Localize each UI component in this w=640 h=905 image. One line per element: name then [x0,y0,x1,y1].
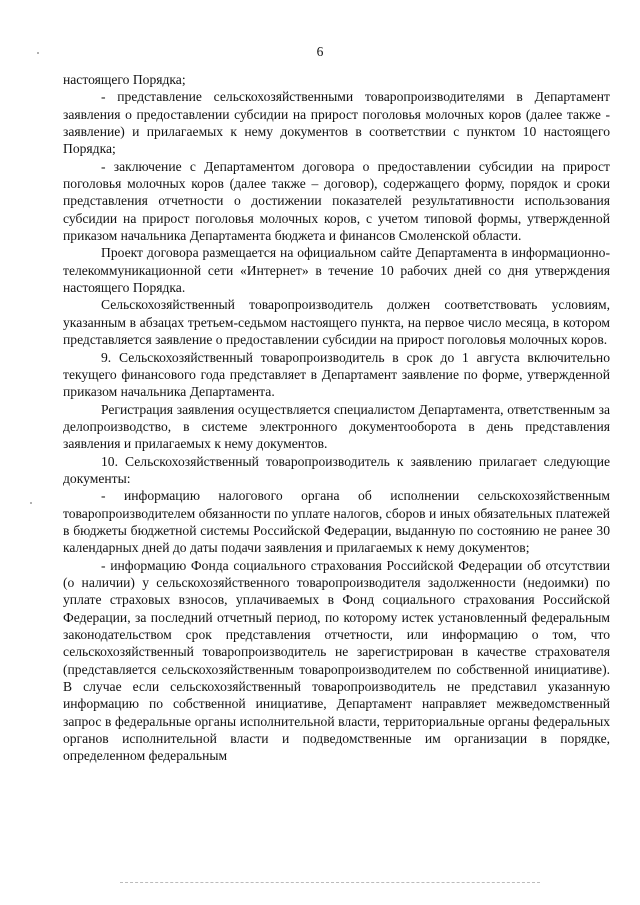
paragraph: - заключение с Департаментом договора о предоставлении субсидии на прирост поголовья молочных коров (далее также – договор), содержащего форму, порядок и сроки представления отчетности о достижении показателей результативности использования субсидии на прирост поголовья молочных коров, с учетом типовой формы, утвержденной приказом начальника Департамента бюджета и финансов Смоленской области. [63,158,610,244]
page-number: 6 [316,44,324,59]
paragraph: Проект договора размещается на официальном сайте Департамента в информационно-телекоммуникационной сети «Интернет» в течение 10 рабочих дней со дня утверждения настоящего Порядка. [63,245,610,296]
paragraph: - представление сельскохозяйственными товаропроизводителями в Департамент заявления о предоставлении субсидии на прирост поголовья молочных коров (далее также - заявление) и прилагаемых к нему документов в соответствии с пунктом 10 настоящего Порядка; [63,89,610,157]
paragraph: Регистрация заявления осуществляется специалистом Департамента, ответственным за делопроизводство, в системе электронного документооборота в день представления заявления и прилагаемых к нему документов. [63,401,610,452]
paragraph: 10. Сельскохозяйственный товаропроизводитель к заявлению прилагает следующие документы: [63,453,610,486]
scan-speck [30,502,32,504]
paragraph: Сельскохозяйственный товаропроизводитель должен соответствовать условиям, указанным в абзацах третьем-седьмом настоящего пункта, на первое число месяца, в котором представляется заявление о предоставлении субсидии на прирост поголовья молочных коров. [63,297,610,348]
paragraph: - информацию налогового органа об исполнении сельскохозяйственным товаропроизводителем обязанности по уплате налогов, сборов и иных обязательных платежей в бюджеты бюджетной системы Российской Федерации, выданную по состоянию не ранее 30 календарных дней до даты подачи заявления и прилагаемых к нему документов; [63,488,611,556]
paragraph: - информацию Фонда социального страхования Российской Федерации об отсутствии (о наличии) у сельскохозяйственного товаропроизводителя задолженности (недоимки) по уплате страховых взносов, уплачиваемых в Фонд социального страхования Российской Федерации, за последний отчетный период, по которому истек установленный федеральным законодательством срок представления отчетности, или информацию о том, что сельскохозяйственный товаропроизводитель не зарегистрирован в качестве страхователя (представляется сельскохозяйственным товаропроизводителем по собственной инициативе). В случае если сельскохозяйственный товаропроизводитель не представил указанную информацию по собственной инициативе, Департамент направляет межведомственный запрос в федеральные органы исполнительной власти, территориальные органы федеральных органов исполнительной власти и подведомственные им организации в порядке, определенном федеральным [63,557,610,764]
page-bottom-rule [120,882,540,883]
paragraph: настоящего Порядка; [63,72,186,87]
document-body [63,71,610,765]
paragraph: 9. Сельскохозяйственный товаропроизводитель в срок до 1 августа включительно текущего финансового года представляет в Департамент заявление по форме, утвержденной приказом начальника Департамента. [63,349,610,400]
